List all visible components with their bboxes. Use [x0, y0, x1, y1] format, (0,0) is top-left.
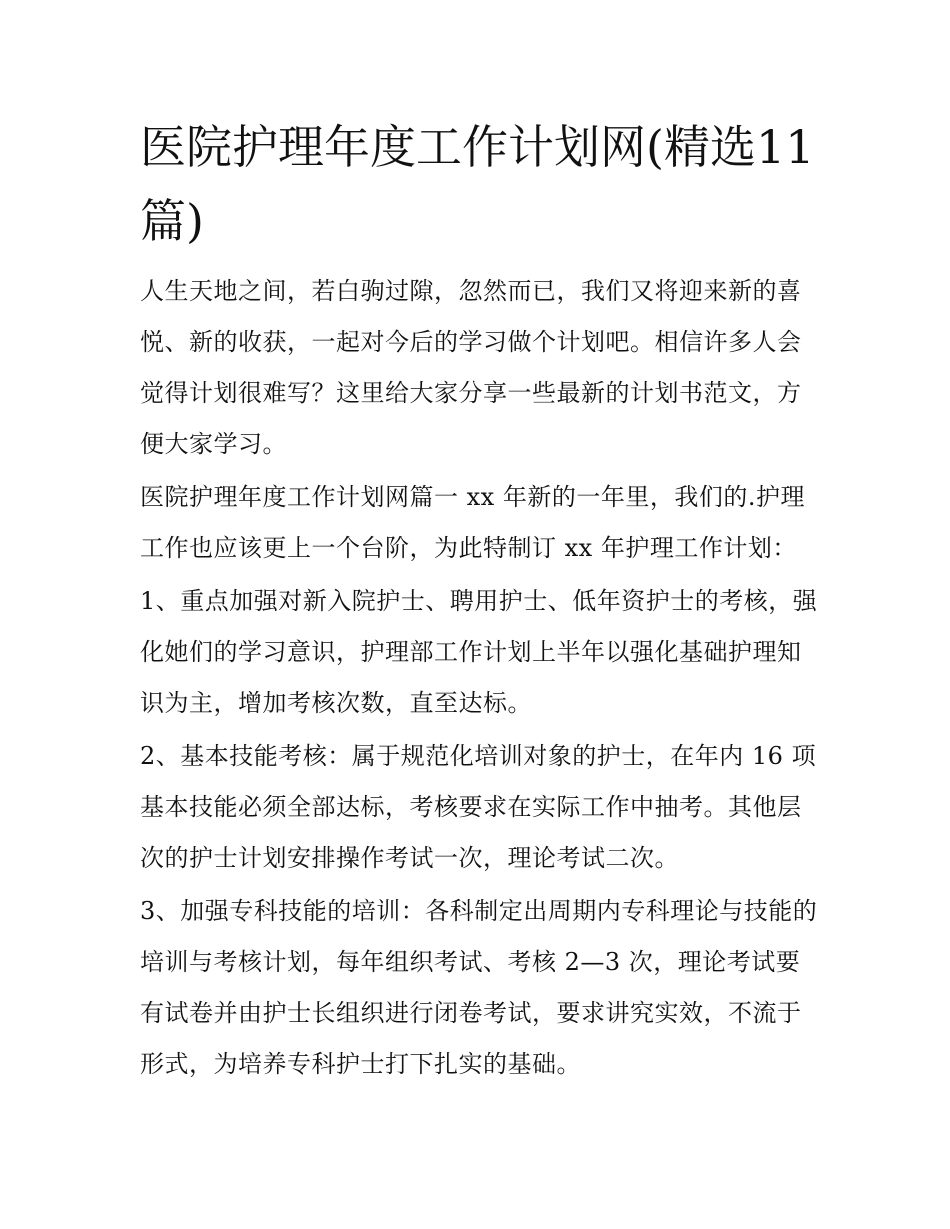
- paragraph-item-2: 2、基本技能考核：属于规范化培训对象的护士，在年内 16 项基本技能必须全部达标，考核要求在实际工作中抽考。其他层次的护士计划安排操作考试一次，理论考试二次。: [140, 742, 817, 872]
- paragraph-section-one: 医院护理年度工作计划网篇一 xx 年新的一年里，我们的.护理工作也应该更上一个台阶，为此特制订 xx 年护理工作计划：: [140, 483, 805, 562]
- document-title: 医院护理年度工作计划网(精选11篇): [140, 120, 815, 248]
- paragraph-intro: 人生天地之间，若白驹过隙，忽然而已，我们又将迎来新的喜悦、新的收获，一起对今后的学习做个计划吧。相信许多人会觉得计划很难写？这里给大家分享一些最新的计划书范文，方便大家学习。: [140, 277, 802, 458]
- document-page: [140, 110, 820, 1092]
- paragraph-item-1: 1、重点加强对新入院护士、聘用护士、低年资护士的考核，强化她们的学习意识，护理部工作计划上半年以强化基础护理知识为主，增加考核次数，直至达标。: [140, 587, 818, 717]
- paragraph-item-3: 3、加强专科技能的培训：各科制定出周期内专科理论与技能的培训与考核计划，每年组织考试、考核 2—3 次，理论考试要有试卷并由护士长组织进行闭卷考试，要求讲究实效，不流于形式，为培养专科护士打下扎实的基础。: [140, 897, 818, 1078]
